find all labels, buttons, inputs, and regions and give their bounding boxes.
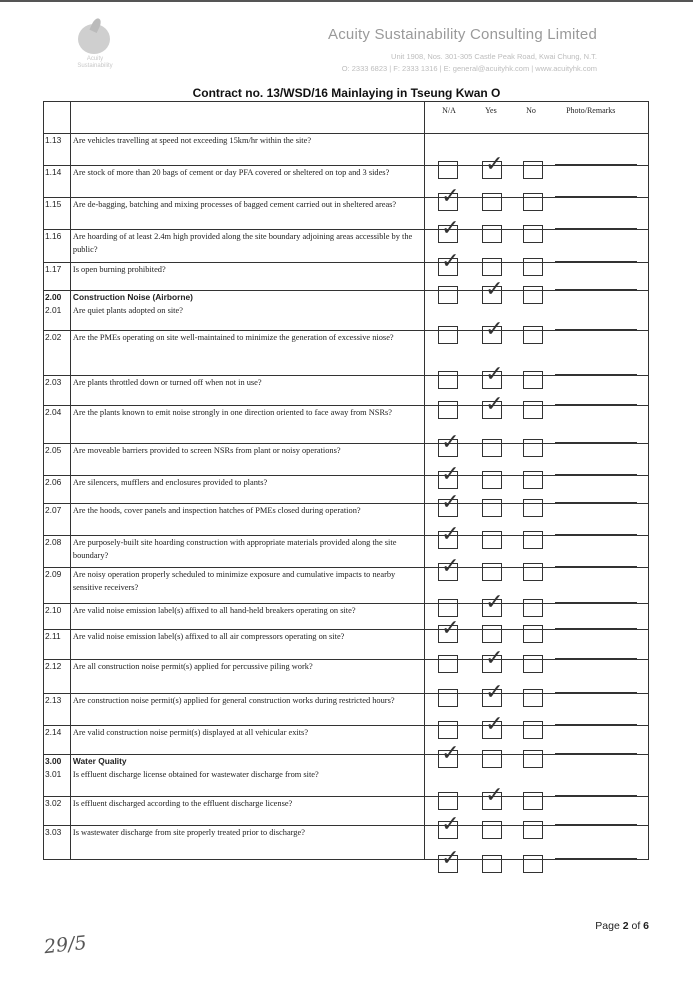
checkmark-icon: ✓ bbox=[441, 462, 460, 487]
table-row bbox=[44, 198, 649, 230]
item-number-text: 3.01 bbox=[45, 769, 62, 779]
item-question bbox=[70, 826, 424, 860]
page-prefix: Page bbox=[595, 920, 623, 932]
item-number bbox=[44, 263, 71, 291]
item-question bbox=[70, 444, 424, 476]
answer-cell bbox=[425, 536, 649, 579]
item-question bbox=[70, 166, 424, 198]
table-row bbox=[44, 797, 649, 826]
answer-cell bbox=[425, 331, 649, 387]
company-address bbox=[342, 51, 597, 75]
item-number-text: 2.05 bbox=[45, 445, 62, 455]
item-question bbox=[70, 568, 424, 604]
item-question-text: Are purposely-built site hoarding construction with appropriate materials provided along the site boundary? bbox=[72, 538, 397, 560]
table-row bbox=[44, 263, 649, 291]
item-number bbox=[44, 797, 71, 826]
col-remarks-header: Photo/Remarks bbox=[566, 106, 616, 115]
answer-cell bbox=[425, 263, 649, 302]
item-question bbox=[70, 291, 424, 331]
item-number bbox=[44, 406, 71, 444]
header-num-cell bbox=[44, 102, 71, 134]
item-number bbox=[44, 331, 71, 376]
handwritten-date: 29/5 bbox=[42, 931, 88, 959]
item-question bbox=[70, 504, 424, 536]
answer-cell bbox=[425, 604, 649, 641]
item-question-text: Are valid noise emission label(s) affixed to all hand-held breakers operating on site? bbox=[72, 606, 356, 615]
answer-cell bbox=[425, 797, 649, 837]
table-row bbox=[44, 504, 649, 536]
section-number: 3.00 bbox=[45, 756, 62, 766]
item-question-text: Are silencers, mufflers and enclosures provided to plants? bbox=[72, 478, 268, 487]
item-number bbox=[44, 291, 71, 331]
answer-cell bbox=[425, 230, 649, 274]
table-header-row bbox=[44, 102, 649, 134]
item-question bbox=[70, 331, 424, 376]
answer-cell bbox=[425, 726, 649, 766]
item-question-text: Are plants throttled down or turned off when not in use? bbox=[72, 378, 262, 387]
checkmark-icon: ✓ bbox=[485, 317, 504, 342]
table-row bbox=[44, 331, 649, 376]
logo-text: Acuity Sustainability bbox=[77, 56, 113, 69]
section-heading: Water Quality bbox=[72, 756, 127, 766]
table-row bbox=[44, 476, 649, 504]
logo-mark-icon bbox=[78, 24, 110, 54]
table-row bbox=[44, 726, 649, 755]
table-row bbox=[44, 660, 649, 694]
answer-cell bbox=[425, 694, 649, 737]
item-number-text: 2.01 bbox=[45, 305, 62, 315]
table-row bbox=[44, 694, 649, 726]
checkmark-icon: ✓ bbox=[485, 712, 504, 737]
item-number bbox=[44, 694, 71, 726]
item-number-text: 2.11 bbox=[45, 631, 61, 641]
table-row bbox=[44, 444, 649, 476]
address-line: Unit 1908, Nos. 301-305 Castle Peak Road, Kwai Chung, N.T. bbox=[391, 52, 597, 61]
item-question-text: Are the hoods, cover panels and inspection hatches of PMEs closed during operation? bbox=[72, 506, 361, 515]
checkmark-icon: ✓ bbox=[441, 490, 460, 515]
item-question-text: Are hoarding of at least 2.4m high provided along the site boundary adjoining areas accessible by the public? bbox=[72, 232, 413, 254]
item-number-text: 2.14 bbox=[45, 727, 62, 737]
item-number-text: 2.09 bbox=[45, 569, 62, 579]
item-number-text: 2.04 bbox=[45, 407, 62, 417]
checkmark-icon: ✓ bbox=[441, 812, 460, 837]
item-number bbox=[44, 726, 71, 755]
item-number-text: 1.15 bbox=[45, 199, 62, 209]
item-number-text: 1.14 bbox=[45, 167, 62, 177]
table-row bbox=[44, 536, 649, 568]
item-question bbox=[70, 660, 424, 694]
item-number bbox=[44, 376, 71, 406]
page-top-rule bbox=[0, 0, 693, 2]
table-row bbox=[44, 406, 649, 444]
item-question-text: Is effluent discharged according to the effluent discharge license? bbox=[72, 799, 293, 808]
checkmark-icon: ✓ bbox=[441, 522, 460, 547]
answer-cell bbox=[425, 568, 649, 615]
no-checkbox[interactable] bbox=[523, 855, 543, 873]
item-number bbox=[44, 476, 71, 504]
col-na-header: N/A bbox=[442, 106, 456, 115]
item-number-text: 2.08 bbox=[45, 537, 62, 547]
item-question bbox=[70, 755, 424, 797]
company-name: Acuity Sustainability Consulting Limited bbox=[328, 26, 597, 43]
table-row bbox=[44, 230, 649, 263]
item-question-text: Are vehicles travelling at speed not exceeding 15km/hr within the site? bbox=[72, 136, 312, 145]
checkmark-icon: ✓ bbox=[441, 741, 460, 766]
item-question bbox=[70, 230, 424, 263]
table-row bbox=[44, 376, 649, 406]
item-number-text: 2.10 bbox=[45, 605, 62, 615]
item-number bbox=[44, 826, 71, 860]
page-current: 2 bbox=[622, 920, 629, 932]
item-question-text: Are the plants known to emit noise strongly in one direction oriented to face away from NSRs? bbox=[72, 408, 393, 417]
table-row bbox=[44, 755, 649, 797]
answer-cell bbox=[425, 166, 649, 209]
checkmark-icon: ✓ bbox=[485, 392, 504, 417]
answer-cell bbox=[425, 291, 649, 342]
item-question bbox=[70, 476, 424, 504]
item-question bbox=[70, 376, 424, 406]
checkmark-icon: ✓ bbox=[485, 362, 504, 387]
item-question bbox=[70, 726, 424, 755]
page-total: 6 bbox=[643, 920, 649, 932]
item-number-text: 2.12 bbox=[45, 661, 62, 671]
item-question bbox=[70, 694, 424, 726]
item-number-text: 1.13 bbox=[45, 135, 62, 145]
checkmark-icon: ✓ bbox=[441, 430, 460, 455]
item-number bbox=[44, 568, 71, 604]
item-number bbox=[44, 660, 71, 694]
answer-cell bbox=[425, 134, 649, 177]
table-row bbox=[44, 291, 649, 331]
checkmark-icon: ✓ bbox=[441, 616, 460, 641]
item-number bbox=[44, 444, 71, 476]
item-question-text: Are stock of more than 20 bags of cement or day PFA covered or sheltered on top and 3 sides? bbox=[72, 168, 390, 177]
col-yes-header: Yes bbox=[485, 106, 497, 115]
item-number-text: 1.16 bbox=[45, 231, 62, 241]
answer-cell bbox=[425, 406, 649, 455]
item-number bbox=[44, 166, 71, 198]
item-question-text: Is wastewater discharge from site properly treated prior to discharge? bbox=[72, 828, 305, 837]
item-number bbox=[44, 630, 71, 660]
document-title: Contract no. 13/WSD/16 Mainlaying in Tseung Kwan O bbox=[192, 86, 501, 100]
yes-checkbox[interactable] bbox=[482, 855, 502, 873]
checkmark-icon: ✓ bbox=[441, 554, 460, 579]
checklist-table bbox=[43, 101, 649, 871]
checkmark-icon: ✓ bbox=[485, 783, 504, 808]
item-number-text: 2.07 bbox=[45, 505, 62, 515]
checkmark-icon: ✓ bbox=[485, 152, 504, 177]
table-row bbox=[44, 630, 649, 660]
item-question-text: Are construction noise permit(s) applied for general construction works during restricted hours? bbox=[72, 696, 395, 705]
item-question-text: Are quiet plants adopted on site? bbox=[72, 306, 183, 315]
item-number-text: 2.06 bbox=[45, 477, 62, 487]
item-question bbox=[70, 263, 424, 291]
checkmark-icon: ✓ bbox=[441, 249, 460, 274]
item-number-text: 2.13 bbox=[45, 695, 62, 705]
checkmark-icon: ✓ bbox=[485, 680, 504, 705]
item-question-text: Are all construction noise permit(s) applied for percussive piling work? bbox=[72, 662, 313, 671]
item-question-text: Are moveable barriers provided to screen NSRs from plant or noisy operations? bbox=[72, 446, 341, 455]
answer-cell bbox=[425, 630, 649, 671]
item-question-text: Are noisy operation properly scheduled to minimize exposure and cumulative impacts to nearby sensitive receivers? bbox=[72, 570, 396, 592]
answer-cell bbox=[425, 755, 649, 808]
item-number bbox=[44, 604, 71, 630]
company-logo bbox=[70, 22, 120, 74]
item-number bbox=[44, 504, 71, 536]
col-no-header: No bbox=[526, 106, 536, 115]
table-row bbox=[44, 826, 649, 860]
item-number-text: 3.02 bbox=[45, 798, 62, 808]
answer-cell bbox=[425, 504, 649, 547]
page-number bbox=[595, 920, 649, 932]
item-number bbox=[44, 134, 71, 166]
item-number-text: 1.17 bbox=[45, 264, 62, 274]
item-question-text: Is effluent discharge license obtained for wastewater discharge from site? bbox=[72, 770, 319, 779]
answer-cell bbox=[425, 198, 649, 241]
item-number-text: 2.03 bbox=[45, 377, 62, 387]
header-answer-cell bbox=[425, 102, 649, 134]
item-question bbox=[70, 536, 424, 568]
checkmark-icon: ✓ bbox=[485, 590, 504, 615]
answer-cell bbox=[425, 376, 649, 417]
item-question-text: Are de-bagging, batching and mixing processes of bagged cement carried out in sheltered areas? bbox=[72, 200, 397, 209]
item-question-text: Are valid noise emission label(s) affixed to all air compressors operating on site? bbox=[72, 632, 345, 641]
item-question bbox=[70, 797, 424, 826]
checkmark-icon: ✓ bbox=[441, 184, 460, 209]
header-question-cell bbox=[70, 102, 424, 134]
contact-line: O: 2333 6823 | F: 2333 1316 | E: general@acuityhk.com | www.acuityhk.com bbox=[341, 64, 597, 73]
item-number bbox=[44, 230, 71, 263]
table-row bbox=[44, 604, 649, 630]
answer-cell bbox=[425, 660, 649, 705]
answer-cell bbox=[425, 476, 649, 515]
section-heading: Construction Noise (Airborne) bbox=[72, 292, 193, 302]
item-number bbox=[44, 755, 71, 797]
item-question-text: Are valid construction noise permit(s) displayed at all vehicular exits? bbox=[72, 728, 309, 737]
item-question-text: Is open burning prohibited? bbox=[72, 265, 166, 274]
item-question bbox=[70, 406, 424, 444]
item-question bbox=[70, 134, 424, 166]
item-question bbox=[70, 630, 424, 660]
na-checkbox[interactable] bbox=[438, 846, 460, 873]
answer-cell bbox=[425, 826, 649, 871]
checkmark-icon: ✓ bbox=[485, 646, 504, 671]
page-of: of bbox=[628, 920, 644, 932]
table-row bbox=[44, 134, 649, 166]
item-question bbox=[70, 198, 424, 230]
item-question-text: Are the PMEs operating on site well-maintained to minimize the generation of excessive niose? bbox=[72, 333, 394, 342]
remarks-line[interactable] bbox=[555, 858, 637, 859]
section-number: 2.00 bbox=[45, 292, 62, 302]
checkmark-icon: ✓ bbox=[441, 216, 460, 241]
item-number bbox=[44, 536, 71, 568]
item-question bbox=[70, 604, 424, 630]
item-number-text: 2.02 bbox=[45, 332, 62, 342]
checkmark-icon: ✓ bbox=[485, 277, 504, 302]
item-number bbox=[44, 198, 71, 230]
table-row bbox=[44, 166, 649, 198]
table-row bbox=[44, 568, 649, 604]
item-number-text: 3.03 bbox=[45, 827, 62, 837]
answer-cell bbox=[425, 444, 649, 487]
checkmark-icon: ✓ bbox=[441, 846, 460, 871]
